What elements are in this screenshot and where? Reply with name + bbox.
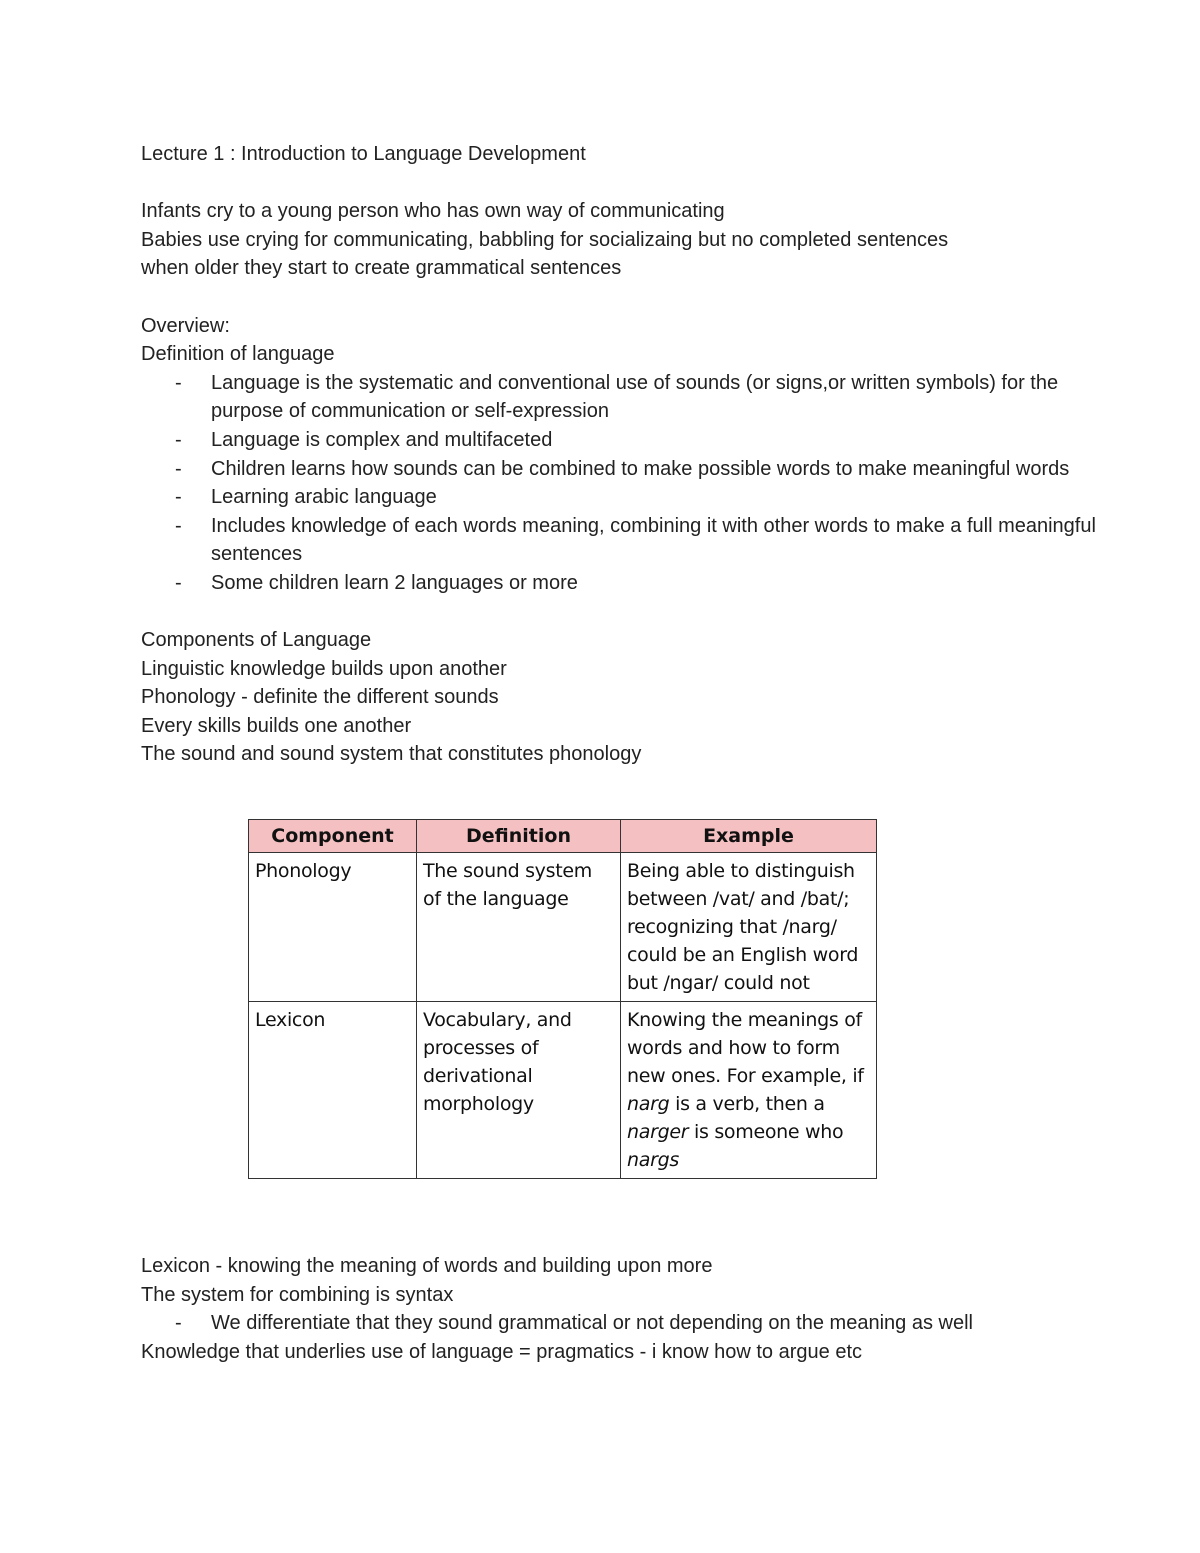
header-example: Example	[621, 820, 877, 853]
list-item	[141, 1309, 1101, 1338]
example-text: is a verb, then a	[669, 1093, 825, 1115]
blank-line	[141, 598, 1101, 627]
table-row	[249, 1002, 877, 1179]
bullet-dash: -	[175, 428, 182, 451]
bullet-text: Learning arabic language	[211, 486, 437, 509]
header-definition: Definition	[417, 820, 621, 853]
blank-line	[141, 283, 1101, 312]
example-term-italic: nargs	[627, 1149, 679, 1171]
overview-label: Overview:	[141, 314, 230, 337]
cell-example	[621, 1002, 877, 1179]
example-text: is someone who	[688, 1121, 844, 1143]
bullet-dash: -	[175, 1312, 182, 1335]
list-item	[141, 455, 1101, 484]
bullet-dash: -	[175, 514, 182, 537]
bullet-text: Includes knowledge of each words meaning, combining it with other words to make a full meaningful sentences	[211, 514, 1096, 566]
list-item	[141, 426, 1101, 455]
intro-line: when older they start to create grammatical sentences	[141, 257, 622, 280]
language-components-table	[248, 819, 877, 1179]
blank-line	[141, 169, 1101, 198]
components-line: Phonology - definite the different sounds	[141, 686, 499, 709]
syntax-line: The system for combining is syntax	[141, 1283, 454, 1306]
table-row	[249, 853, 877, 1002]
intro-line: Infants cry to a young person who has own way of communicating	[141, 200, 725, 223]
lecture-notes-bottom	[141, 1252, 1101, 1366]
cell-definition: The sound system of the language	[417, 853, 621, 1002]
list-item	[141, 483, 1101, 512]
cell-component: Phonology	[249, 853, 417, 1002]
lecture-notes-top	[141, 140, 1101, 769]
cell-component: Lexicon	[249, 1002, 417, 1179]
bullet-text: Children learns how sounds can be combined to make possible words to make meaningful words	[211, 457, 1070, 480]
components-line: The sound and sound system that constitutes phonology	[141, 743, 642, 766]
header-component: Component	[249, 820, 417, 853]
definition-heading: Definition of language	[141, 343, 335, 366]
pragmatics-line: Knowledge that underlies use of language = pragmatics - i know how to argue etc	[141, 1340, 862, 1363]
definition-bullet-list	[141, 369, 1101, 598]
bullet-text: Some children learn 2 languages or more	[211, 571, 578, 594]
list-item	[141, 369, 1101, 426]
bullet-dash: -	[175, 486, 182, 509]
example-text: Knowing the meanings of words and how to form new ones. For example, if	[627, 1009, 864, 1087]
components-heading: Components of Language	[141, 629, 372, 652]
example-term-italic: narger	[627, 1121, 689, 1143]
cell-definition: Vocabulary, and processes of derivational morphology	[417, 1002, 621, 1179]
intro-line: Babies use crying for communicating, babbling for socializaing but no completed sentences	[141, 228, 949, 251]
list-item	[141, 569, 1101, 598]
cell-example: Being able to distinguish between /vat/ and /bat/; recognizing that /narg/ could be an English word but /ngar/ could not	[621, 853, 877, 1002]
bullet-dash: -	[175, 571, 182, 594]
example-term-italic: narg	[627, 1093, 670, 1115]
bullet-dash: -	[175, 371, 182, 394]
bullet-dash: -	[175, 457, 182, 480]
components-table	[248, 819, 877, 1179]
table-header-row	[249, 820, 877, 853]
lecture-title: Lecture 1 : Introduction to Language Development	[141, 143, 586, 165]
bullet-text: Language is complex and multifaceted	[211, 428, 553, 451]
bullet-text: Language is the systematic and conventional use of sounds (or signs,or written symbols) for the purpose of communication or self-expression	[211, 371, 1059, 423]
components-line: Linguistic knowledge builds upon another	[141, 657, 507, 680]
list-item	[141, 512, 1101, 569]
syntax-bullet-list	[141, 1309, 1101, 1338]
components-line: Every skills builds one another	[141, 714, 412, 737]
bullet-text: We differentiate that they sound grammatical or not depending on the meaning as well	[211, 1312, 973, 1335]
lexicon-line: Lexicon - knowing the meaning of words and building upon more	[141, 1255, 713, 1277]
